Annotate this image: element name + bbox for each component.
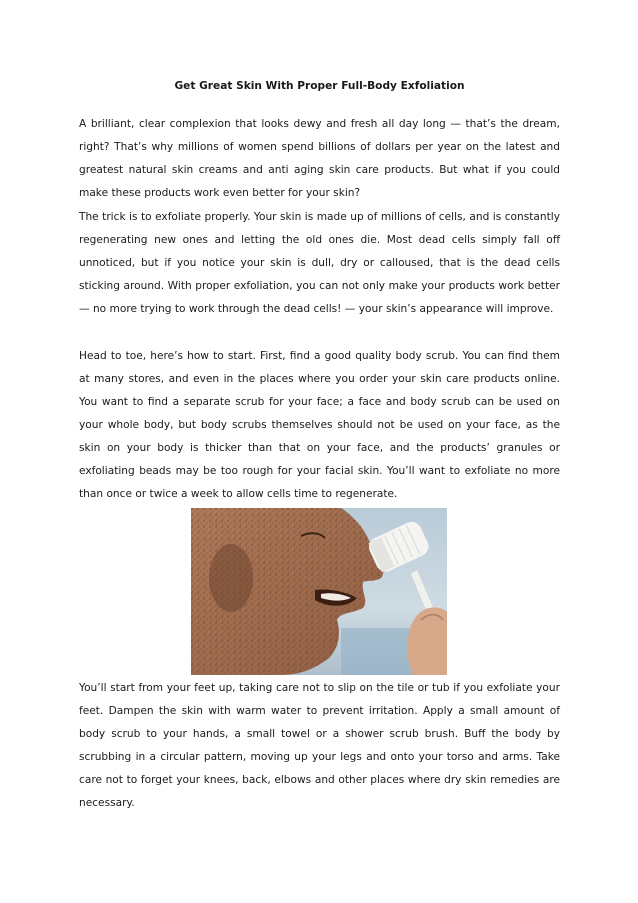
face-scrub-photo [191,508,447,675]
paragraph-exfoliation-trick: The trick is to exfoliate properly. Your skin is made up of millions of cells, and is constantly regenerating new ones and letting the old ones die. Most dead cells simply fall off unnoticed, but if you notice your skin is dull, dry or calloused, that is the dead cells sticking around. With proper exfoliation, you can not only make your products work better — no more trying to work through the dead cells! — your skin’s appearance will improve. [79,211,560,315]
paragraph-how-to-start: Head to toe, here’s how to start. First, find a good quality body scrub. You can find them at many stores, and even in the places where you order your skin care products online. You want to find a separate scrub for your face; a face and body scrub can be used on your whole body, but body scrubs themselves should not be used on your face, as the skin on your body is thicker than that on your face, and the products’ granules or exfoliating beads may be too rough for your facial skin. You’ll want to exfoliate no more than once or twice a week to allow cells time to regenerate. [79,350,560,500]
paragraph-feet-up: You’ll start from your feet up, taking care not to slip on the tile or tub if you exfoliate your feet. Dampen the skin with warm water to prevent irritation. Apply a small amount of body scrub to your hands, a small towel or a shower scrub brush. Buff the body by scrubbing in a circular pattern, moving up your legs and onto your torso and arms. Take care not to forget your knees, back, elbows and other places where dry skin remedies are necessary. [79,682,560,809]
paragraph-intro: A brilliant, clear complexion that looks dewy and fresh all day long — that’s the dream, right? That’s why millions of women spend billions of dollars per year on the latest and greatest natural skin creams and anti aging skin care products. But what if you could make these products work even better for your skin? [79,118,560,199]
document-title: Get Great Skin With Proper Full-Body Exfoliation [174,80,465,92]
